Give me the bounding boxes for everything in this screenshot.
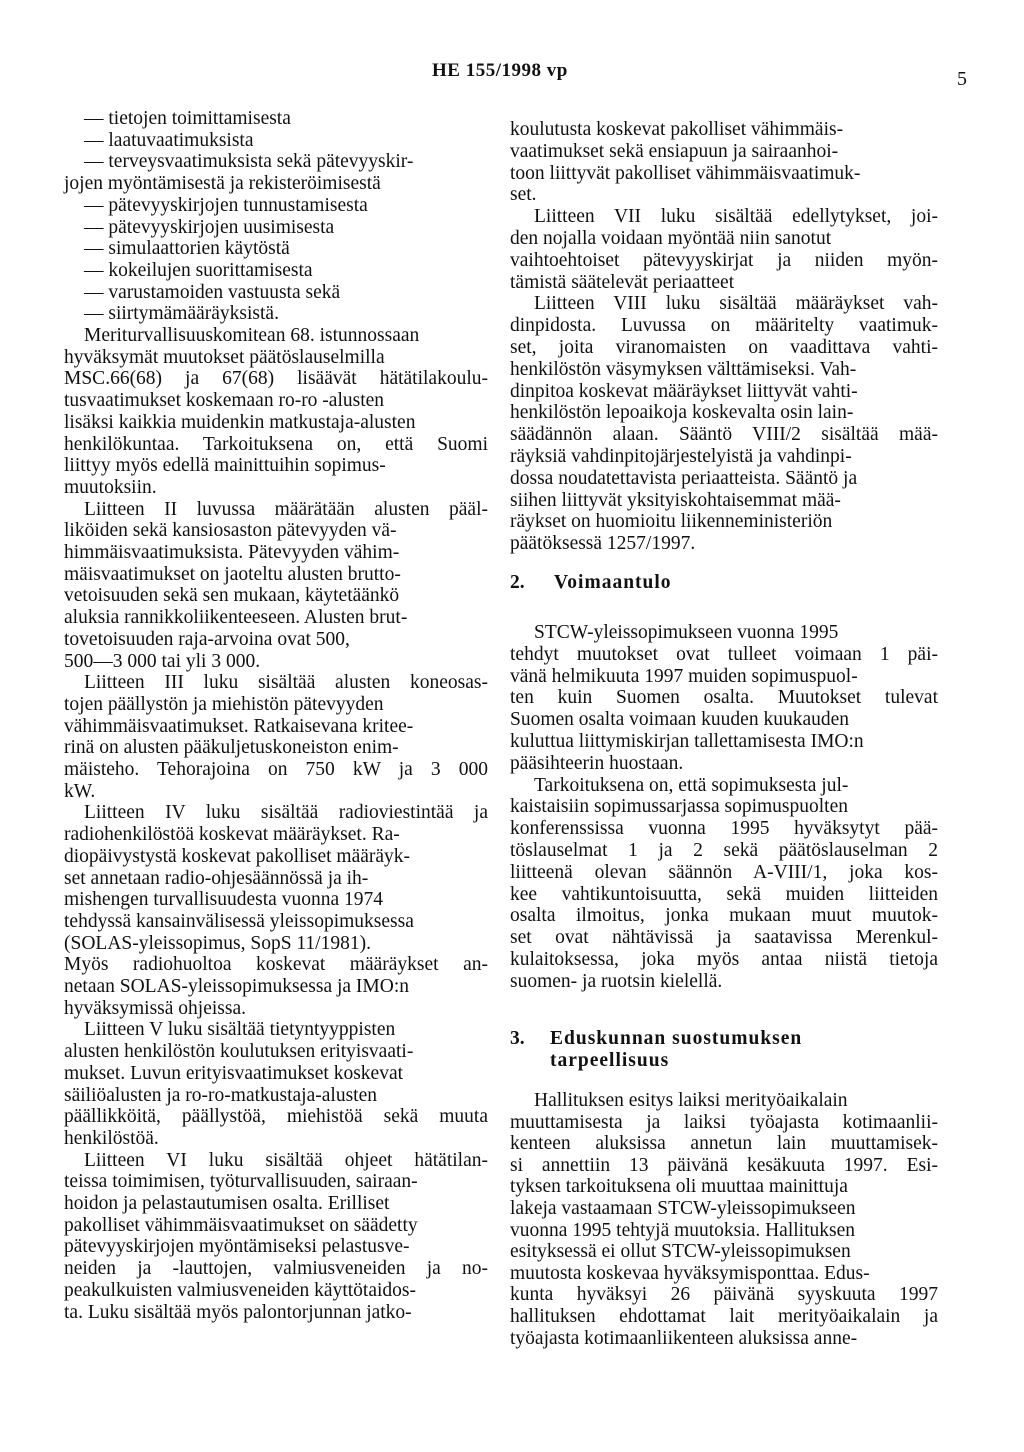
text-line: — siirtymämääräyksistä.: [84, 303, 279, 325]
text-line: Myös radiohuoltoa koskevat määräykset an-: [64, 954, 488, 976]
text-line: mishengen turvallisuudesta vuonna 1974: [64, 889, 383, 911]
text-line: — pätevyyskirjojen uusimisesta: [84, 216, 335, 238]
text-line: himmäisvaatimuksista. Pätevyyden vähim-: [64, 542, 400, 563]
text-line: vuonna 1995 tehtyjä muutoksia. Hallituksen: [510, 1219, 855, 1241]
text-line: räykset on huomioitu liikenneministeriön: [510, 511, 833, 533]
text-line: Liitteen VI luku sisältää ohjeet hätätilan-: [84, 1149, 488, 1171]
text-line: kaistaisiin sopimussarjassa sopimuspuolten: [510, 796, 848, 818]
section-number: 2.: [510, 572, 525, 593]
text-line: neiden ja -lauttojen, valmiusveneiden ja no-: [64, 1258, 488, 1280]
text-line: den nojalla voidaan myöntää niin sanotut: [510, 228, 832, 249]
text-line: dinpidosta. Luvussa on määritelty vaatimuk-: [510, 315, 938, 337]
text-line: MSC.66(68) ja 67(68) lisäävät hätätilakoulu-: [64, 368, 488, 390]
text-line: — kokeilujen suorittamisesta: [84, 259, 313, 281]
section-heading: tarpeellisuus: [550, 1050, 670, 1071]
text-line: dinpitoa koskevat määräykset liittyvät vahti-: [510, 380, 858, 402]
text-line: tovetoisuuden raja-arvoina ovat 500,: [64, 628, 350, 650]
text-line: Meriturvallisuuskomitean 68. istunnossaan: [84, 325, 420, 346]
text-line: hoidon ja pelastautumisen osalta. Erilliset: [64, 1193, 390, 1214]
text-line: Liitteen II luvussa määrätään alusten pääl-: [84, 498, 488, 520]
text-line: liköiden sekä kansiosaston pätevyyden vä-: [64, 520, 397, 542]
text-line: muuttamisesta ja laiksi työajasta kotimaanlii-: [510, 1111, 938, 1133]
document-id: HE 155/1998 vp: [432, 60, 568, 81]
text-line: konferenssissa vuonna 1995 hyväksytyt pää-: [510, 818, 938, 840]
text-line: tusvaatimukset koskemaan ro-ro -alusten: [64, 390, 385, 412]
text-line: räyksiä vahdinpitojärjestelyistä ja vahdinpi-: [510, 446, 852, 467]
text-line: muutoksiin.: [64, 476, 157, 498]
text-line: vähimmäisvaatimukset. Ratkaisevana kritee-: [64, 715, 414, 737]
text-line: Hallituksen esitys laiksi merityöaikalain: [534, 1090, 848, 1111]
text-line: lakeja vastaamaan STCW-yleissopimukseen: [510, 1198, 856, 1219]
text-line: — pätevyyskirjojen tunnustamisesta: [84, 194, 368, 216]
text-line: kunta hyväksyi 26 päivänä syyskuuta 1997: [510, 1284, 938, 1306]
text-line: mukset. Luvun erityisvaatimukset koskevat: [64, 1062, 404, 1084]
text-line: (SOLAS-yleissopimus, SopS 11/1981).: [64, 932, 371, 954]
text-line: koulutusta koskevat pakolliset vähimmäis-: [510, 119, 844, 140]
text-line: siihen liittyvät yksityiskohtaisemmat mää-: [510, 489, 841, 511]
text-line: ten kuin Suomen osalta. Muutokset tulevat: [510, 687, 938, 709]
text-line: Liitteen IV luku sisältää radioviestintää ja: [84, 802, 488, 824]
text-line: työajasta kotimaanliikenteen aluksissa anne-: [510, 1327, 858, 1349]
text-line: kee vahtikuntoisuutta, sekä muiden liitteiden: [510, 883, 938, 905]
text-line: set annetaan radio-ohjesäännössä ja ih-: [64, 867, 369, 889]
text-line: tojen päällystön ja miehistön pätevyyden: [64, 693, 384, 715]
text-line: tehdyssä kansainvälisessä yleissopimuksessa: [64, 910, 414, 932]
text-line: lisäksi kaikkia muidenkin matkustaja-alusten: [64, 411, 416, 433]
text-line: vetoisuuden sekä sen mukaan, käytetäänkö: [64, 585, 400, 607]
text-line: — terveysvaatimuksista sekä pätevyyskir-: [84, 151, 414, 173]
text-line: säädännön alaan. Sääntö VIII/2 sisältää mää-: [510, 424, 938, 446]
text-line: pääsihteerin huostaan.: [510, 752, 684, 774]
page-number: 5: [957, 68, 967, 90]
section-heading: Eduskunnan suostumuksen: [550, 1028, 803, 1049]
text-line: netaan SOLAS-yleissopimuksessa ja IMO:n: [64, 976, 410, 997]
text-line: päätöksessä 1257/1997.: [510, 533, 696, 555]
text-line: si annettiin 13 päivänä kesäkuuta 1997. Esi-: [510, 1154, 938, 1176]
text-line: kulaitoksessa, joka myös antaa niistä tietoja: [510, 949, 938, 970]
text-line: 500—3 000 tai yli 3 000.: [64, 650, 261, 672]
text-line: henkilöstöä.: [64, 1127, 159, 1149]
text-line: — varustamoiden vastuusta sekä: [84, 281, 341, 303]
text-line: kenteen aluksissa annetun lain muuttamisek-: [510, 1133, 938, 1155]
text-line: pakolliset vähimmäisvaatimukset on säädetty: [64, 1214, 418, 1236]
text-line: teissa toimimisen, työturvallisuuden, sairaan-: [64, 1171, 418, 1193]
text-line: diopäivystystä koskevat pakolliset määräyk-: [64, 845, 411, 867]
text-line: liittyy myös edellä mainittuihin sopimus-: [64, 455, 386, 477]
text-line: vaatimukset sekä ensiapuun ja sairaanhoi-: [510, 140, 839, 162]
text-line: muutosta koskevaa hyväksymisponttaa. Edus-: [510, 1262, 870, 1284]
text-line: peakulkuisten valmiusveneiden käyttötaidos-: [64, 1279, 416, 1301]
text-line: set ovat nähtävissä ja saatavissa Merenkul-: [510, 927, 938, 949]
text-line: STCW-yleissopimukseen vuonna 1995: [534, 622, 839, 643]
text-line: ta. Luku sisältää myös palontorjunnan jatko-: [64, 1301, 412, 1323]
section-heading: Voimaantulo: [554, 572, 672, 593]
text-line: Liitteen V luku sisältää tietyntyyppisten: [84, 1019, 396, 1041]
text-line: hallituksen ehdottamat lait merityöaikalain ja: [510, 1306, 938, 1327]
text-line: hyväksymissä ohjeissa.: [64, 997, 246, 1019]
text-line: tyksen tarkoituksena oli muuttaa mainittuja: [510, 1176, 848, 1198]
text-line: päällikköitä, päällystöä, miehistöä sekä muuta: [64, 1106, 488, 1128]
text-line: tehdyt muutokset ovat tulleet voimaan 1 päi-: [510, 643, 938, 665]
text-line: — simulaattorien käytöstä: [84, 238, 290, 260]
text-line: pätevyyskirjojen myöntämiseksi pelastusve-: [64, 1236, 410, 1258]
text-line: osalta ilmoitus, jonka mukaan muut muutok-: [510, 905, 938, 927]
text-line: suomen- ja ruotsin kielellä.: [510, 970, 723, 992]
text-line: henkilöstön lepoaikoja koskevalta osin lain-: [510, 402, 854, 424]
text-line: set, joita viranomaisten on vaadittava vahti-: [510, 337, 938, 358]
text-line: kuluttua liittymiskirjan tallettamisesta IMO:n: [510, 731, 864, 752]
text-line: hyväksymät muutokset päätöslauselmilla: [64, 346, 385, 368]
page-header: [0, 60, 1024, 90]
section-number: 3.: [510, 1028, 525, 1049]
text-line: tämistä säätelevät periaatteet: [510, 271, 735, 293]
text-line: mäisvaatimukset on jaoteltu alusten brutto-: [64, 563, 401, 585]
text-line: Liitteen VIII luku sisältää määräykset vah-: [534, 293, 938, 315]
text-line: henkilöstön väsymyksen välttämiseksi. Vah-: [510, 358, 857, 380]
text-line: — laatuvaatimuksista: [84, 129, 254, 151]
text-line: radiohenkilöstöä koskevat määräykset. Ra-: [64, 824, 400, 846]
text-line: dossa noudatettavista periaatteista. Sääntö ja: [510, 467, 858, 489]
text-line: jojen myöntämisestä ja rekisteröimisestä: [64, 173, 381, 195]
text-line: säiliöalusten ja ro-ro-matkustaja-alusten: [64, 1084, 377, 1106]
text-line: mäisteho. Tehorajoina on 750 kW ja 3 000: [64, 759, 488, 780]
text-line: kW.: [64, 780, 96, 802]
text-line: Suomen osalta voimaan kuuden kuukauden: [510, 709, 850, 731]
text-line: rinä on alusten pääkuljetuskoneiston enim-: [64, 737, 399, 759]
text-line: henkilökuntaa. Tarkoituksena on, että Suomi: [64, 433, 488, 455]
text-line: — tietojen toimittamisesta: [84, 108, 291, 129]
text-line: Liitteen III luku sisältää alusten koneosas-: [84, 672, 488, 694]
text-line: vaihtoehtoiset pätevyyskirjat ja niiden myön-: [510, 249, 938, 271]
text-line: Liitteen VII luku sisältää edellytykset, joi-: [534, 206, 938, 228]
text-line: esityksessä ei ollut STCW-yleissopimuksen: [510, 1241, 851, 1263]
text-line: Tarkoituksena on, että sopimuksesta jul-: [534, 774, 849, 796]
text-line: liitteenä olevan säännön A-VIII/1, joka kos-: [510, 861, 938, 883]
text-line: toon liittyvät pakolliset vähimmäisvaatimuk-: [510, 162, 861, 184]
text-line: töslauselmat 1 ja 2 sekä päätöslauselman 2: [510, 840, 938, 861]
text-line: vänä helmikuuta 1997 muiden sopimuspuol-: [510, 665, 858, 687]
text-line: alusten henkilöstön koulutuksen erityisvaati-: [64, 1041, 414, 1063]
text-line: set.: [510, 184, 537, 206]
text-line: aluksia rannikkoliikenteeseen. Alusten brut-: [64, 607, 408, 629]
